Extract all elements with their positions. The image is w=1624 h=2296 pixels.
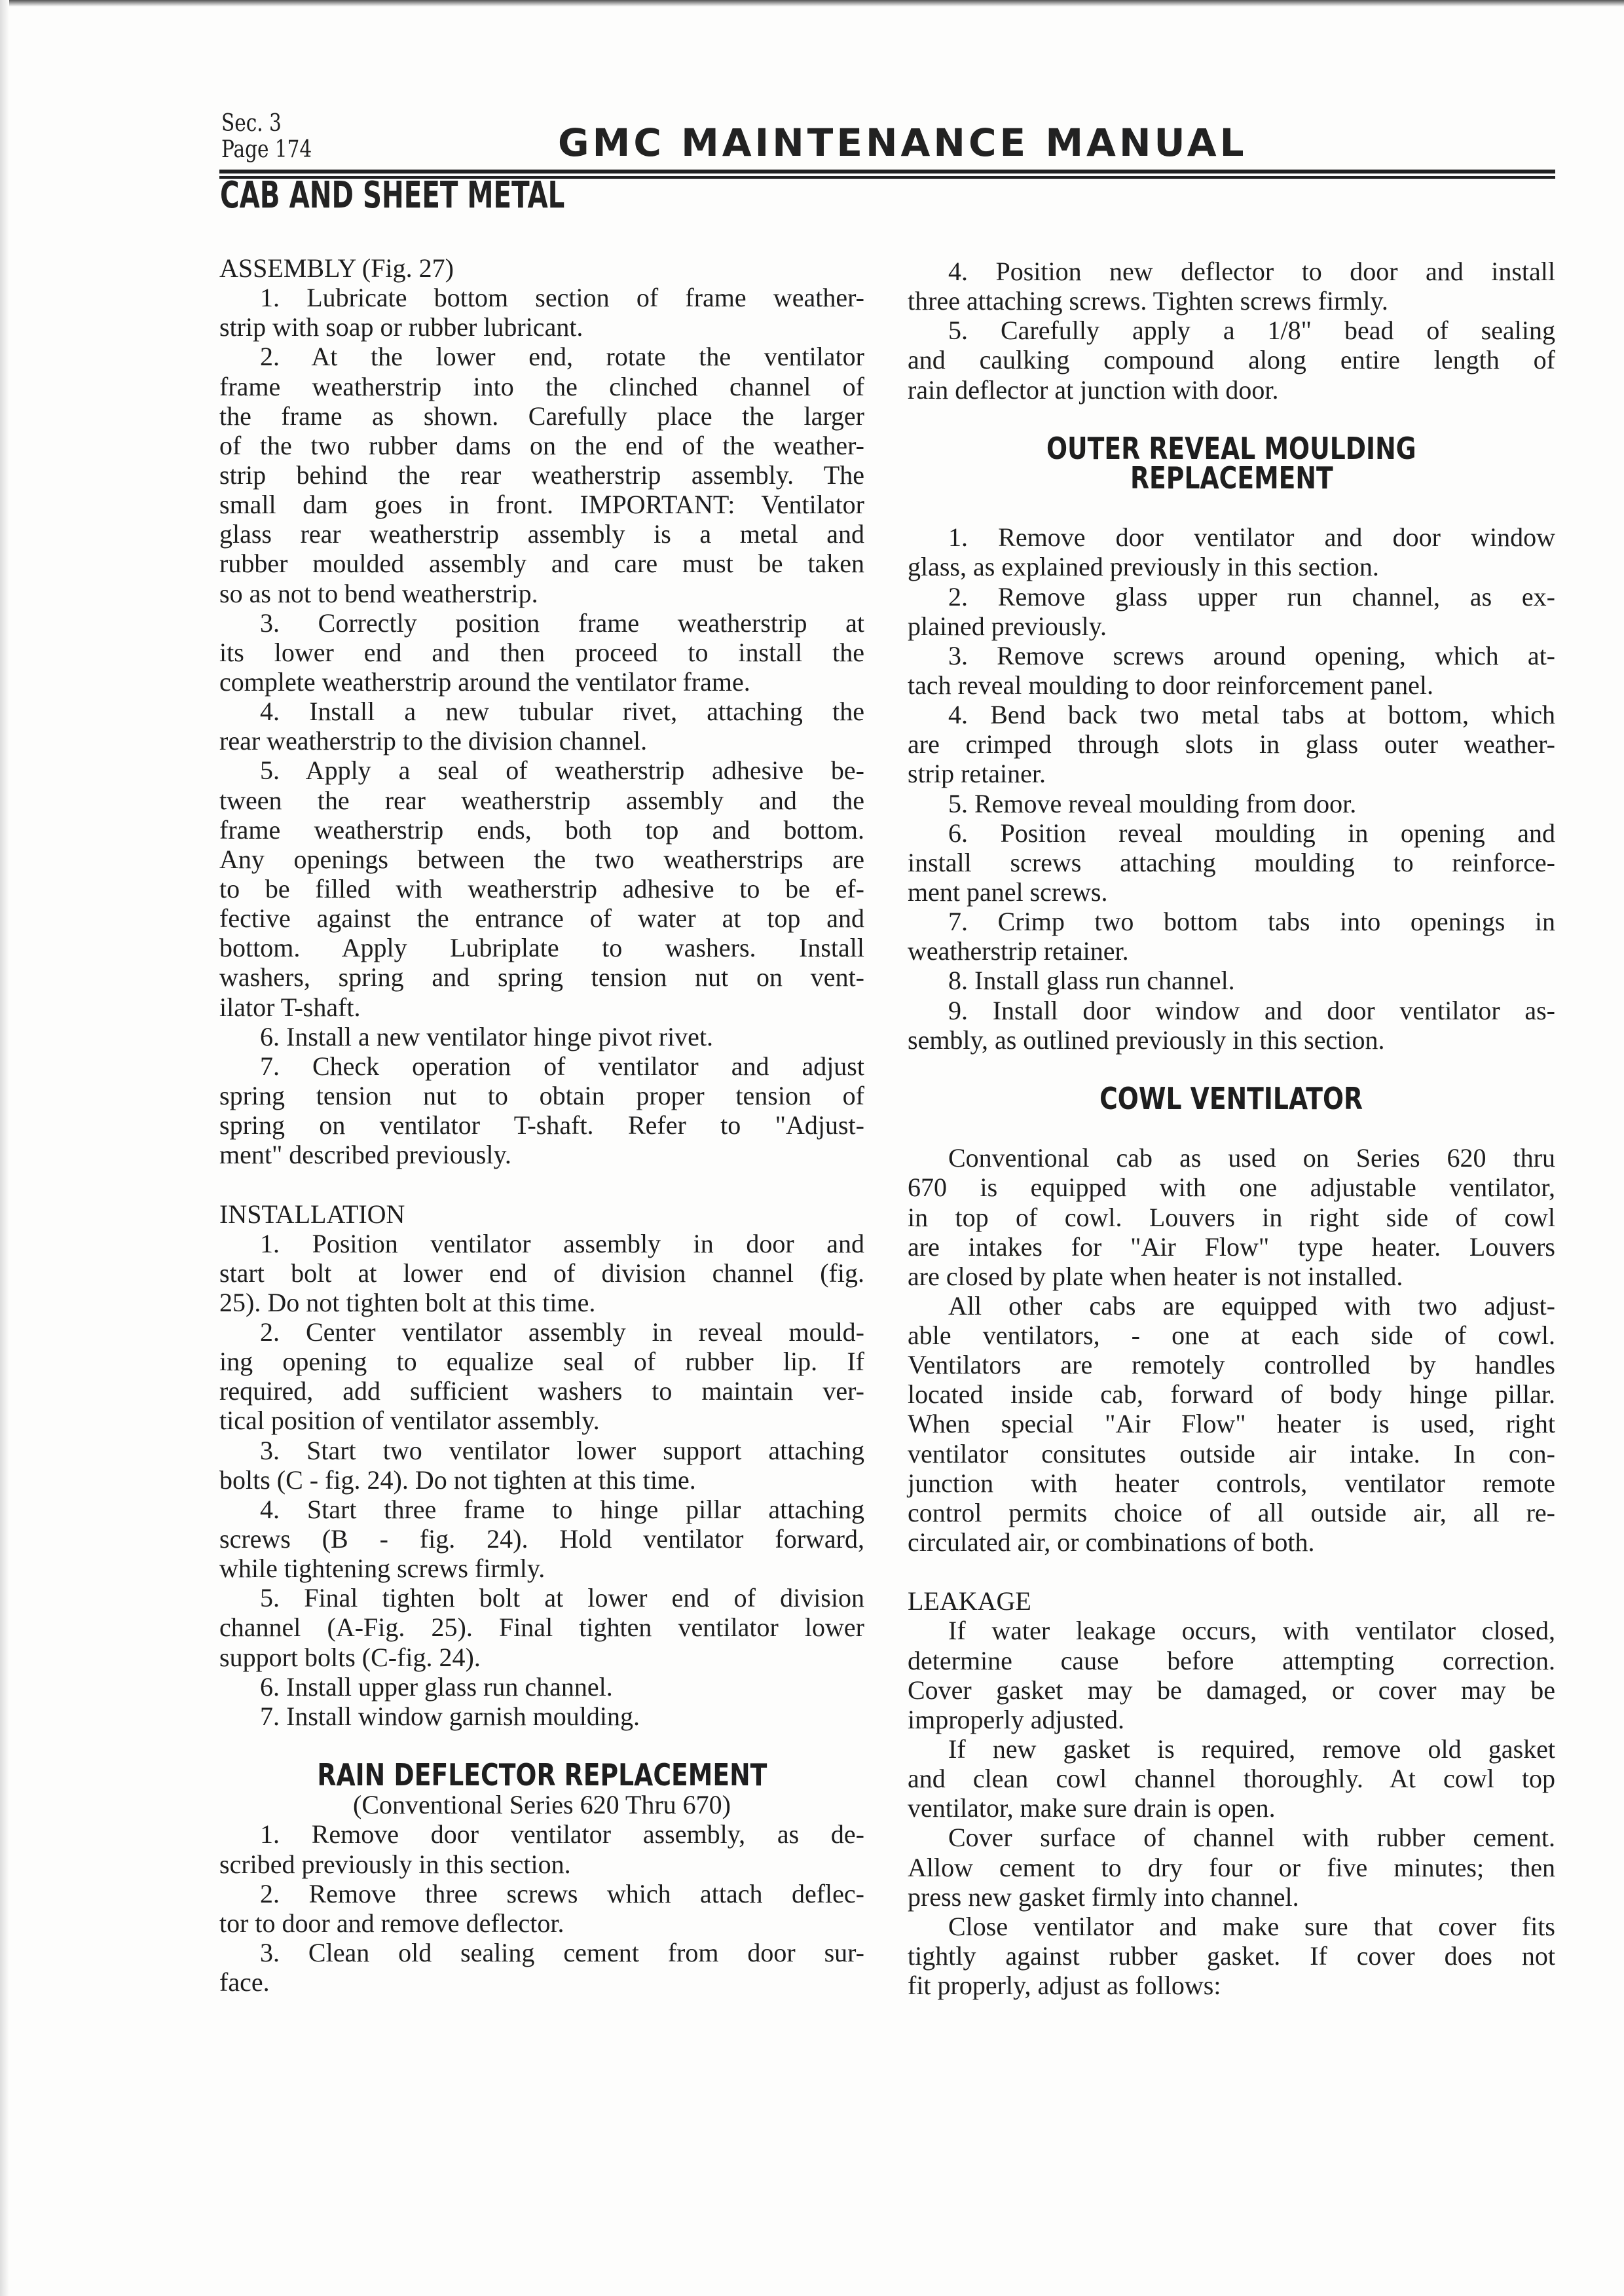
text-line: If new gasket is required, remove old gasket [948,1734,1555,1764]
text-line: and clean cowl channel thoroughly. At cowl top [908,1764,1555,1794]
text-line: scribed previously in this section. [219,1849,571,1879]
manual-title: GMC MAINTENANCE MANUAL [558,120,1247,165]
paragraph [219,608,864,697]
text-line: When special "Air Flow" heater is used, right [908,1409,1555,1439]
section-heading [908,460,1555,496]
text-line: 7. Install window garnish moulding. [260,1701,640,1731]
text-line: 25). Do not tighten bolt at this time. [219,1287,596,1317]
text-line: fit properly, adjust as follows: [908,1971,1221,2001]
text-line: ilator T-shaft. [219,992,361,1022]
text-line: 9. Install door window and door ventilator as- [948,995,1555,1025]
blank-line [908,493,1555,522]
text-line: 1. Lubricate bottom section of frame weather- [260,283,864,313]
text-line: 4. Bend back two metal tabs at bottom, which [948,700,1555,730]
text-line: 5. Remove reveal moulding from door. [948,788,1357,818]
paragraph [219,697,864,756]
text-line: its lower end and then proceed to install the [219,637,864,667]
text-line: If water leakage occurs, with ventilator closed, [948,1616,1555,1646]
page-number: Page 174 [221,136,312,163]
text-line: improperly adjusted. [908,1704,1125,1734]
section-heading [908,430,1555,466]
text-line: tor to door and remove deflector. [219,1908,564,1938]
text-line: rain deflector at junction with door. [908,374,1279,405]
paragraph [908,789,1555,818]
text-line: the frame as shown. Carefully place the larger [219,401,864,431]
text-line: fective against the entrance of water at top and [219,903,864,934]
blank-line [219,1169,864,1199]
text-line: 2. Center ventilator assembly in reveal mould- [260,1317,864,1347]
text-line: 2. Remove three screws which attach deflec- [260,1878,864,1908]
paragraph [908,1291,1555,1557]
section-heading-text: COWL VENTILATOR [1099,1080,1363,1116]
text-line: tween the rear weatherstrip assembly and the [219,785,864,815]
paragraph [219,283,864,342]
text-line: 6. Position reveal moulding in opening and [948,818,1555,848]
text-line: ventilator consitutes outside air intake. In con- [908,1438,1555,1468]
text-line: rear weatherstrip to the division channel. [219,726,648,756]
text-line: Ventilators are remotely controlled by handles [908,1350,1555,1380]
subsection-heading: INSTALLATION [219,1199,405,1229]
text-line: are closed by plate when heater is not installed. [908,1261,1403,1291]
paragraph [219,1702,864,1731]
section-number: Sec. 3 [221,110,282,137]
paragraph [219,1317,864,1436]
header-rule-thick [219,170,1555,173]
text-line: Allow cement to dry four or five minutes; then [908,1852,1555,1882]
subsection-heading: ASSEMBLY (Fig. 27) [219,253,454,283]
text-line: frame weatherstrip into the clinched channel of [219,371,864,401]
paragraph [908,996,1555,1055]
text-line: spring on ventilator T-shaft. Refer to "Adjust- [219,1110,864,1140]
text-line: Close ventilator and make sure that cover fits [948,1911,1555,1941]
text-line: 7. Check operation of ventilator and adjust [260,1051,864,1081]
text-line: while tightening screws firmly. [219,1554,545,1584]
paragraph [908,257,1555,316]
text-line: start bolt at lower end of division channel (fig. [219,1258,864,1288]
paragraph [219,1436,864,1495]
blank-line [219,1731,864,1760]
text-line: to be filled with weatherstrip adhesive to be ef- [219,873,864,903]
paragraph [219,1495,864,1583]
text-line: ing opening to equalize seal of rubber lip. If [219,1347,864,1377]
text-line: glass, as explained previously in this section. [908,552,1379,582]
text-line: 1. Remove door ventilator assembly, as de- [260,1819,864,1850]
text-line: 4. Position new deflector to door and install [948,257,1555,286]
text-line: face. [219,1967,270,1997]
text-line: plained previously. [908,611,1107,641]
paragraph [908,700,1555,788]
paragraph [908,522,1555,581]
text-line: strip retainer. [908,759,1046,789]
text-line: strip behind the rear weatherstrip assembly. The [219,460,864,490]
section-title: CAB AND SHEET METAL [220,174,565,217]
blank-line [908,405,1555,434]
text-line: tical position of ventilator assembly. [219,1406,600,1436]
paragraph [908,1143,1555,1291]
text-line: bottom. Apply Lubriplate to washers. Install [219,933,864,963]
text-line: required, add sufficient washers to maintain ver- [219,1376,864,1406]
text-line: washers, spring and spring tension nut on vent- [219,962,864,993]
text-line: 3. Correctly position frame weatherstrip at [260,608,864,638]
text-line: determine cause before attempting correction. [908,1645,1555,1675]
paragraph [908,1912,1555,2000]
paragraph [219,1051,864,1170]
text-line: 8. Install glass run channel. [948,966,1235,996]
text-line: 670 is equipped with one adjustable ventilator, [908,1173,1555,1203]
text-line: 3. Remove screws around opening, which at- [948,640,1555,670]
paragraph [219,756,864,1021]
text-line: able ventilators, - one at each side of cowl. [908,1321,1555,1351]
left-column [219,253,864,1997]
text-line: weatherstrip retainer. [908,936,1129,966]
section-subtitle: (Conventional Series 620 Thru 670) [353,1790,731,1820]
text-line: of the two rubber dams on the end of the weather- [219,430,864,460]
section-heading [219,1757,864,1793]
paragraph [908,818,1555,907]
text-line: ventilator, make sure drain is open. [908,1793,1276,1823]
paragraph [908,1823,1555,1911]
text-line: strip with soap or rubber lubricant. [219,312,583,342]
text-line: Cover surface of channel with rubber cement. [948,1823,1555,1853]
paragraph [908,582,1555,641]
paragraph [219,1879,864,1938]
paragraph [908,966,1555,995]
text-line: 5. Carefully apply a 1/8" bead of sealing [948,316,1555,346]
section-heading-text: OUTER REVEAL MOULDING [1046,430,1416,466]
text-line: rubber moulded assembly and care must be taken [219,549,864,579]
text-line: 3. Start two ventilator lower support attaching [260,1435,864,1465]
text-line: tach reveal moulding to door reinforcement panel. [908,670,1434,700]
text-line: 5. Apply a seal of weatherstrip adhesive be- [260,756,864,786]
text-line: so as not to bend weatherstrip. [219,578,538,608]
paragraph [908,907,1555,966]
text-line: 2. Remove glass upper run channel, as ex- [948,581,1555,611]
text-line: circulated air, or combinations of both. [908,1527,1315,1558]
scan-edge-left [0,0,9,2296]
text-line: ment panel screws. [908,877,1108,907]
text-line: junction with heater controls, ventilator remote [908,1468,1555,1498]
blank-line [908,1114,1555,1143]
text-line: three attaching screws. Tighten screws firmly. [908,286,1388,316]
text-line: tightly against rubber gasket. If cover does not [908,1941,1555,1971]
text-line: screws (B - fig. 24). Hold ventilator forward, [219,1524,864,1554]
text-line: small dam goes in front. IMPORTANT: Ventilator [219,490,864,520]
text-line: bolts (C - fig. 24). Do not tighten at this time. [219,1465,696,1495]
text-line: Cover gasket may be damaged, or cover may be [908,1675,1555,1705]
subsection-heading: LEAKAGE [908,1586,1031,1616]
paragraph [908,316,1555,404]
text-line: frame weatherstrip ends, both top and bottom. [219,814,864,845]
blank-line [908,1055,1555,1084]
text-line: 7. Crimp two bottom tabs into openings in [948,907,1555,937]
section-heading-text: RAIN DEFLECTOR REPLACEMENT [316,1757,767,1793]
text-line: 4. Start three frame to hinge pillar attaching [260,1494,864,1524]
paragraph [219,1819,864,1878]
text-line: press new gasket firmly into channel. [908,1882,1299,1912]
section-heading [908,1080,1555,1116]
text-line: Any openings between the two weatherstrips are [219,844,864,874]
right-column [908,257,1555,2000]
blank-line [908,1557,1555,1586]
paragraph [219,1583,864,1671]
text-line: are intakes for "Air Flow" type heater. Louvers [908,1231,1555,1262]
paragraph [219,1022,864,1051]
text-line: sembly, as outlined previously in this section. [908,1025,1385,1055]
paragraph [908,641,1555,700]
text-line: 1. Position ventilator assembly in door and [260,1228,864,1258]
text-line: 1. Remove door ventilator and door window [948,522,1555,553]
scan-edge-top [0,0,1624,7]
text-line: install screws attaching moulding to reinforce- [908,847,1555,877]
text-line: ment" described previously. [219,1140,511,1170]
text-line: 6. Install a new ventilator hinge pivot rivet. [260,1021,714,1051]
paragraph [219,1229,864,1317]
text-line: 4. Install a new tubular rivet, attaching the [260,697,864,727]
text-line: 2. At the lower end, rotate the ventilator [260,342,864,372]
text-line: All other cabs are equipped with two adjust- [948,1290,1555,1321]
text-line: complete weatherstrip around the ventilator frame. [219,666,750,697]
paragraph [908,1734,1555,1823]
text-line: glass rear weatherstrip assembly is a metal and [219,519,864,549]
text-line: spring tension nut to obtain proper tension of [219,1080,864,1110]
text-line: 5. Final tighten bolt at lower end of division [260,1583,864,1613]
text-line: Conventional cab as used on Series 620 thru [948,1143,1555,1173]
text-line: 3. Clean old sealing cement from door sur- [260,1938,864,1968]
text-line: are crimped through slots in glass outer weather- [908,729,1555,759]
text-line: 6. Install upper glass run channel. [260,1671,613,1702]
text-line: and caulking compound along entire length of [908,345,1555,375]
text-line: in top of cowl. Louvers in right side of cowl [908,1202,1555,1232]
text-line: located inside cab, forward of body hinge pillar. [908,1379,1555,1410]
text-line: support bolts (C-fig. 24). [219,1642,481,1672]
paragraph [908,1616,1555,1734]
paragraph [219,1672,864,1702]
section-heading-text: REPLACEMENT [1130,460,1333,496]
paragraph [219,1938,864,1997]
paragraph [219,342,864,608]
text-line: channel (A-Fig. 25). Final tighten ventilator lower [219,1613,864,1643]
text-line: control permits choice of all outside air, all re- [908,1497,1555,1527]
